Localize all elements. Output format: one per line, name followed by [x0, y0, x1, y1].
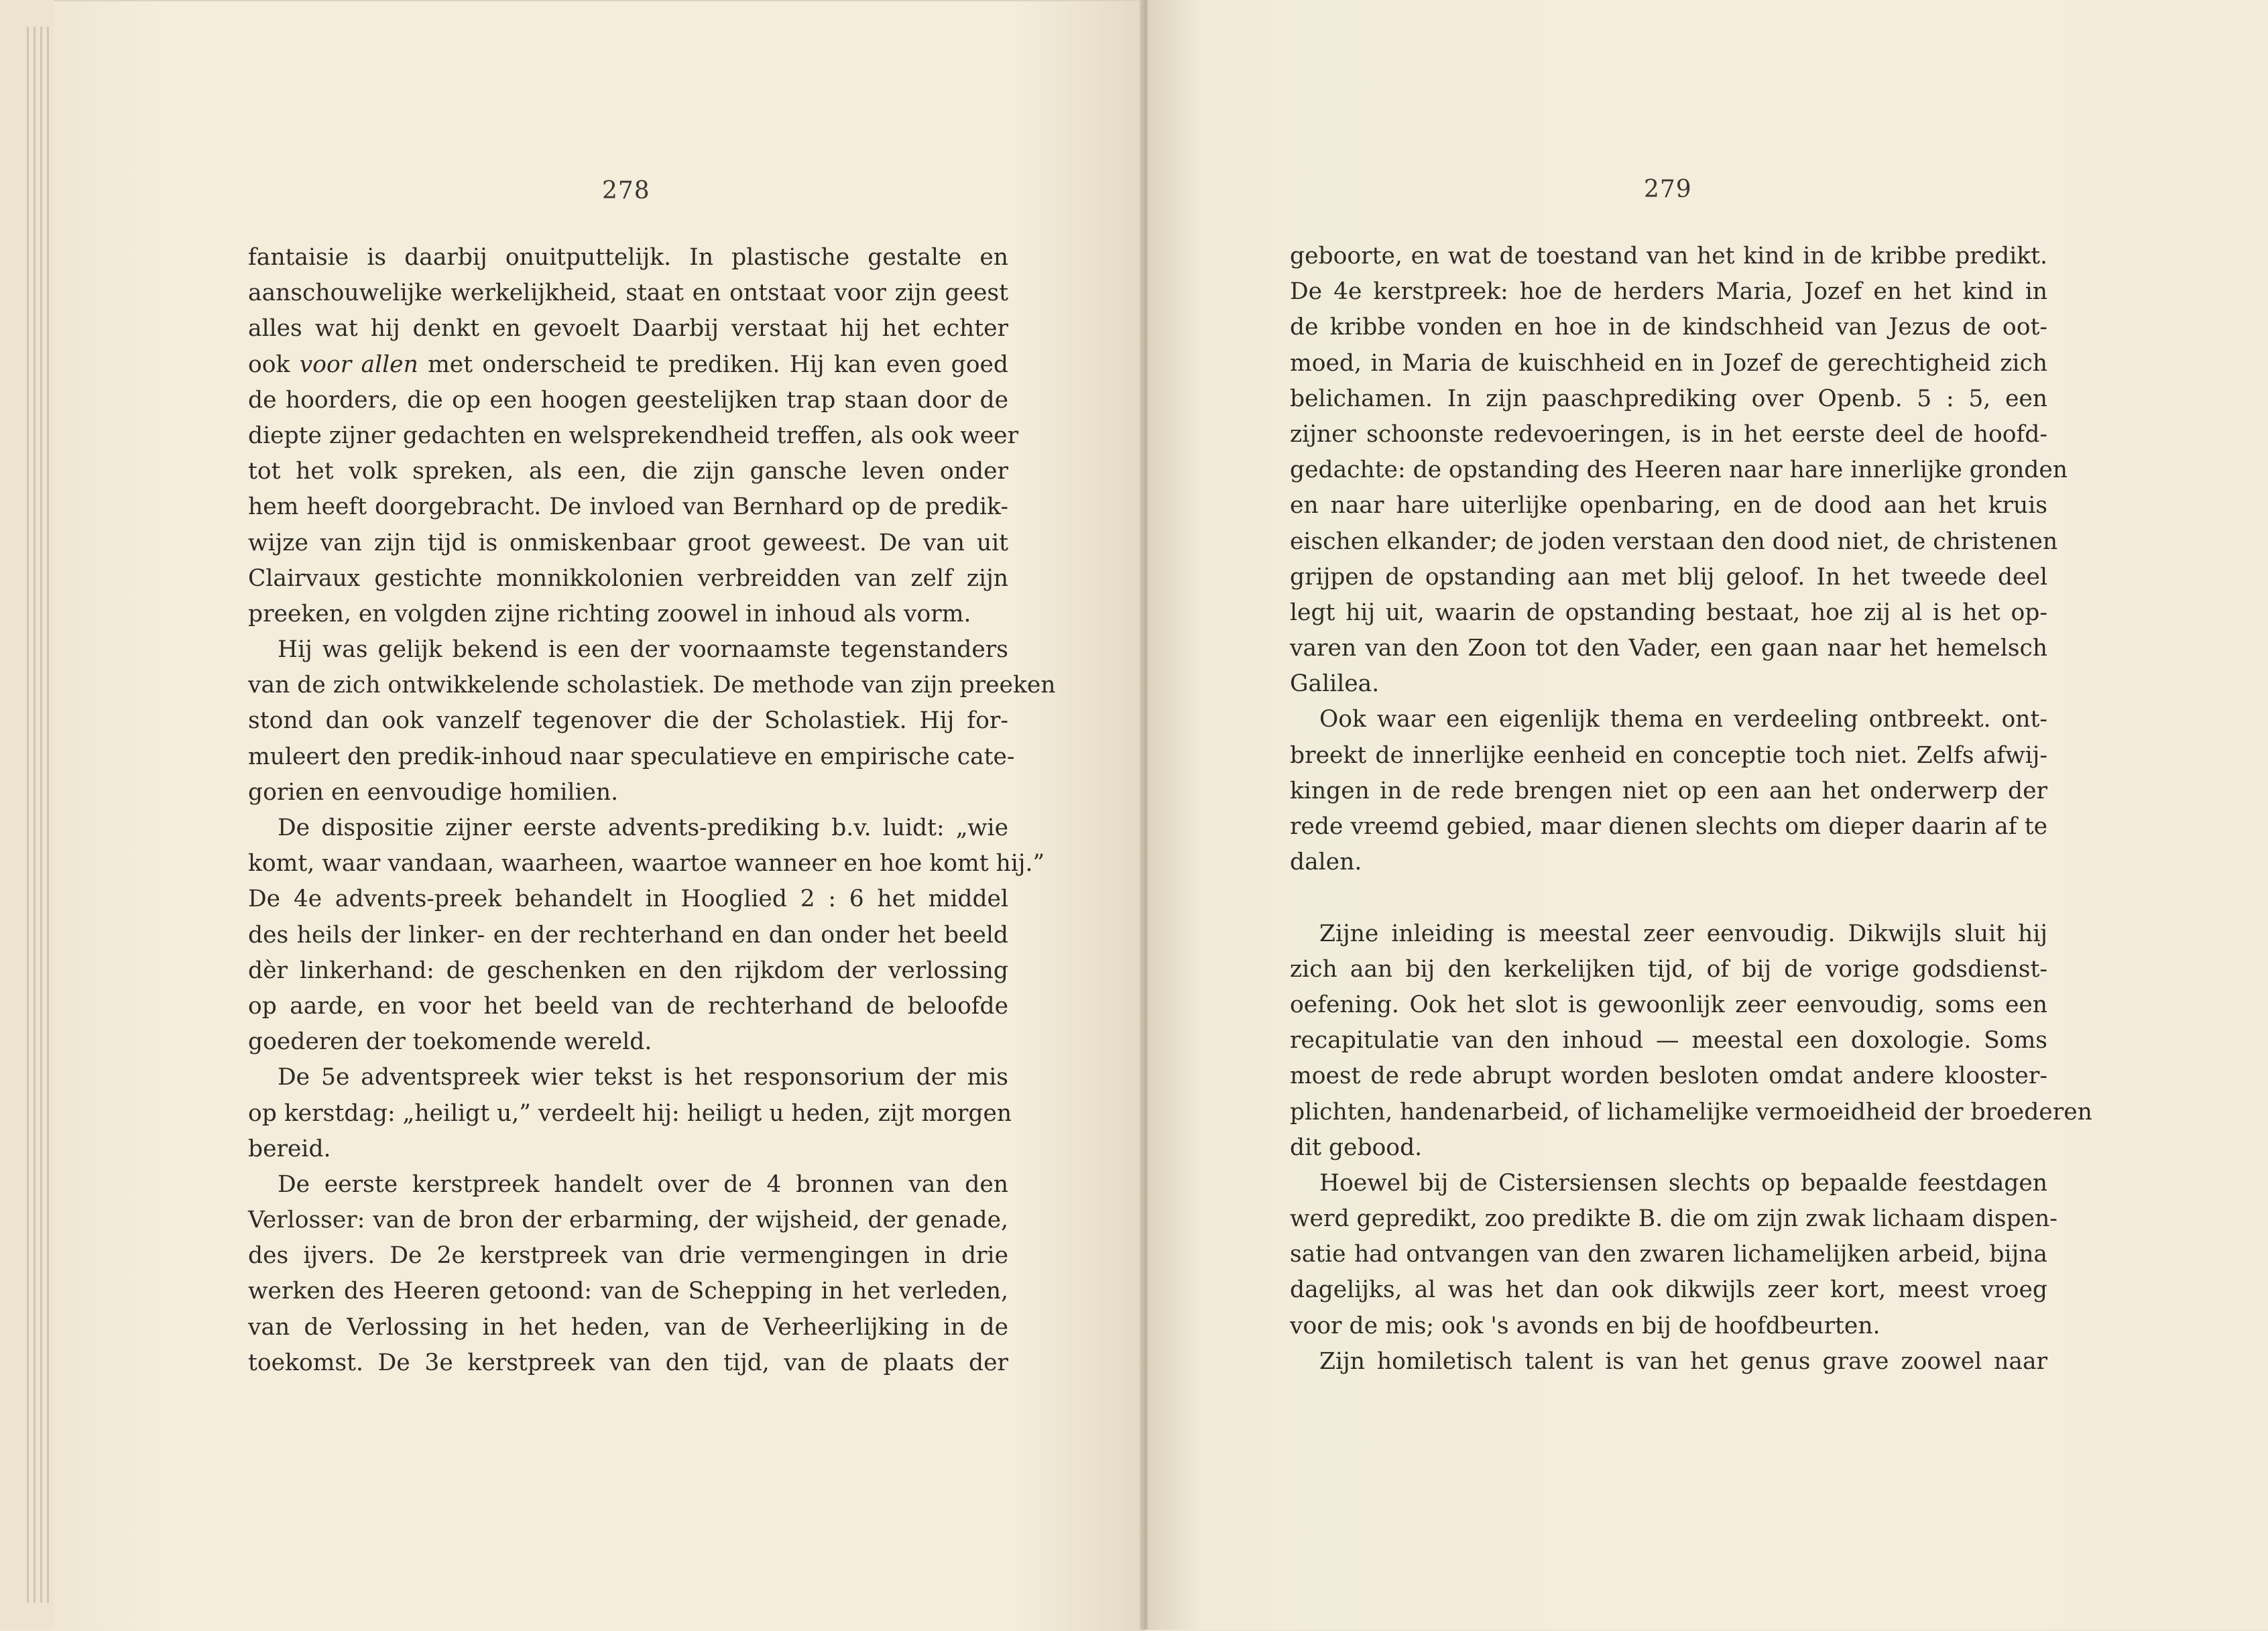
- page-edge: [34, 27, 36, 1603]
- text-line: dit gebood.: [1290, 1134, 1423, 1161]
- text-line: recapitulatie van den inhoud — meestal een doxologie. Soms: [1290, 1027, 2047, 1054]
- text-line: toekomst. De 3e kerstpreek van den tijd, van de plaats der: [248, 1349, 1008, 1376]
- text-line: op aarde, en voor het beeld van de rechterhand de beloofde: [248, 992, 1008, 1020]
- text-line: Clairvaux gestichte monnikkolonien verbreidden van zelf zijn: [248, 564, 1008, 592]
- text-line: Verlosser: van de bron der erbarming, der wijsheid, der genade,: [248, 1207, 1008, 1234]
- text-line: De 4e kerstpreek: hoe de herders Maria, Jozef en het kind in: [1290, 278, 2047, 306]
- text-line: stond dan ook vanzelf tegenover die der Scholastiek. Hij for-: [248, 707, 1008, 735]
- text-line: oefening. Ook het slot is gewoonlijk zeer eenvoudig, soms een: [1290, 991, 2047, 1018]
- text-line: de hoorders, die op een hoogen geestelijken trap staan door de: [248, 386, 1008, 414]
- text-line: dagelijks, al was het dan ook dikwijls zeer kort, meest vroeg: [1290, 1276, 2047, 1304]
- text-line: voor de mis; ook 's avonds en bij de hoofdbeurten.: [1290, 1312, 1881, 1339]
- text-line: Hij was gelijk bekend is een der voornaamste tegenstanders: [278, 636, 1008, 664]
- text-line: van de Verlossing in het heden, van de Verheerlijking in de: [248, 1313, 1008, 1341]
- text-line: grijpen de opstanding aan met blij geloof. In het tweede deel: [1290, 563, 2047, 591]
- text-line: moed, in Maria de kuischheid en in Jozef de gerechtigheid zich: [1290, 349, 2047, 377]
- text-line: zijner schoonste redevoeringen, is in het eerste deel de hoofd-: [1290, 420, 2047, 448]
- text-line: legt hij uit, waarin de opstanding bestaat, hoe zij al is het op-: [1290, 599, 2047, 626]
- right-page-text: [1290, 239, 2092, 1380]
- text-line: [1290, 880, 2047, 916]
- text-line: des heils der linker- en der rechterhand en dan onder het beeld: [248, 921, 1008, 949]
- text-line: Zijn homiletisch talent is van het genus grave zoowel naar: [1319, 1347, 2047, 1375]
- text-line: gedachte: de opstanding des Heeren naar hare innerlijke gronden: [1290, 457, 2068, 484]
- text-line: De dispositie zijner eerste advents-prediking b.v. luidt: „wie: [278, 814, 1008, 841]
- text-line: op kerstdag: „heiligt u,” verdeelt hij: heiligt u heden, zijt morgen: [248, 1099, 1012, 1127]
- text-line: werd gepredikt, zoo predikte B. die om zijn zwak lichaam dispen-: [1290, 1205, 2057, 1233]
- text-line: belichamen. In zijn paaschprediking over Openb. 5 : 5, een: [1290, 385, 2047, 412]
- text-line: wijze van zijn tijd is onmiskenbaar groot geweest. De van uit: [248, 529, 1008, 556]
- text-line: tot het volk spreken, als een, die zijn gansche leven onder: [248, 458, 1008, 485]
- text-line: kingen in de rede brengen niet op een aan het onderwerp der: [1290, 777, 2047, 804]
- page-number-right: 279: [1644, 176, 1692, 203]
- text-line: komt, waar vandaan, waarheen, waartoe wanneer en hoe komt hij.”: [248, 850, 1045, 878]
- text-line: breekt de innerlijke eenheid en conceptie toch niet. Zelfs afwij-: [1290, 741, 2047, 769]
- text-line: moest de rede abrupt worden besloten omdat andere klooster-: [1290, 1063, 2047, 1090]
- text-line: werken des Heeren getoond: van de Schepping in het verleden,: [248, 1278, 1008, 1305]
- text-line: satie had ontvangen van den zwaren lichamelijken arbeid, bijna: [1290, 1241, 2047, 1268]
- text-line: gorien en eenvoudige homilien.: [248, 778, 619, 806]
- text-line: van de zich ontwikkelende scholastiek. De methode van zijn preeken: [248, 672, 1056, 699]
- text-line: rede vreemd gebied, maar dienen slechts om dieper daarin af te: [1290, 813, 2047, 840]
- text-line: De 4e advents-preek behandelt in Hooglied 2 : 6 het middel: [248, 886, 1008, 913]
- text-line: en naar hare uiterlijke openbaring, en de dood aan het kruis: [1290, 492, 2047, 520]
- text-line: diepte zijner gedachten en welsprekendheid treffen, als ook weer: [248, 422, 1019, 449]
- text-line: ook voor allen met onderscheid te prediken. Hij kan even goed: [248, 351, 1009, 378]
- text-line: fantaisie is daarbij onuitputtelijk. In plastische gestalte en: [248, 244, 1008, 271]
- right-page: [1148, 0, 2268, 1630]
- page-edge: [27, 27, 29, 1603]
- text-line: De eerste kerstpreek handelt over de 4 bronnen van den: [278, 1170, 1008, 1198]
- text-line: dèr linkerhand: de geschenken en den rijkdom der verlossing: [248, 957, 1008, 984]
- text-line: goederen der toekomende wereld.: [248, 1028, 652, 1056]
- text-line: Zijne inleiding is meestal zeer eenvoudig. Dikwijls sluit hij: [1319, 920, 2047, 947]
- text-line: alles wat hij denkt en gevoelt Daarbij verstaat hij het echter: [248, 315, 1008, 343]
- page-edge: [40, 27, 42, 1603]
- left-page-text: [248, 240, 1056, 1381]
- text-line: De 5e adventspreek wier tekst is het responsorium der mis: [278, 1064, 1008, 1091]
- text-line: hem heeft doorgebracht. De invloed van Bernhard op de predik-: [248, 493, 1008, 521]
- text-line: geboorte, en wat de toestand van het kind in de kribbe predikt.: [1290, 243, 2047, 269]
- text-line: des ijvers. De 2e kerstpreek van drie vermengingen in drie: [248, 1242, 1008, 1270]
- text-line: preeken, en volgden zijne richting zoowel in inhoud als vorm.: [248, 600, 971, 627]
- page-number-left: 278: [602, 177, 650, 204]
- text-line: zich aan bij den kerkelijken tijd, of bij de vorige godsdienst-: [1290, 955, 2047, 983]
- page-edge: [47, 27, 49, 1603]
- text-line: plichten, handenarbeid, of lichamelijke vermoeidheid der broederen: [1290, 1098, 2092, 1126]
- text-line: aanschouwelijke werkelijkheid, staat en ontstaat voor zijn geest: [248, 280, 1008, 307]
- text-line: eischen elkander; de joden verstaan den dood niet, de christenen: [1290, 528, 2058, 555]
- text-line: varen van den Zoon tot den Vader, een gaan naar het hemelsch: [1290, 635, 2047, 662]
- text-line: dalen.: [1290, 849, 1362, 876]
- text-line: muleert den predik-inhoud naar speculatieve en empirische cate-: [248, 743, 1015, 770]
- text-line: Hoewel bij de Cistersiensen slechts op bepaalde feestdagen: [1319, 1169, 2047, 1197]
- left-page: [54, 0, 1145, 1631]
- text-line: bereid.: [248, 1135, 331, 1162]
- text-line: Galilea.: [1290, 670, 1380, 698]
- text-line: Ook waar een eigenlijk thema en verdeeling ontbreekt. ont-: [1319, 706, 2047, 733]
- text-line: de kribbe vonden en hoe in de kindschheid van Jezus de oot-: [1290, 314, 2047, 341]
